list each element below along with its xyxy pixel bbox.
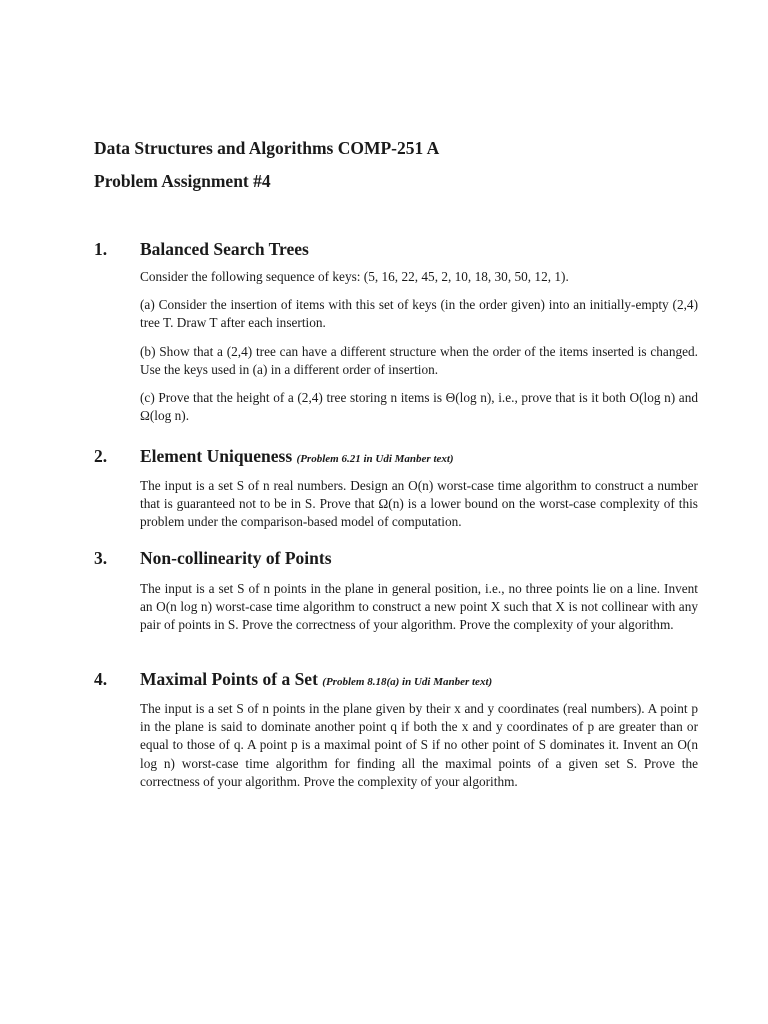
problem-title [140, 668, 492, 693]
problem-paragraph: Consider the following sequence of keys: (5, 16, 22, 45, 2, 10, 18, 30, 50, 12, 1). [140, 269, 569, 284]
problem-source-note: (Problem 6.21 in Udi Manber text) [296, 453, 454, 465]
problem-body [140, 477, 698, 532]
problem-paragraph: The input is a set S of n real numbers. Design an O(n) worst-case time algorithm to construct a number that is guaranteed not to be in S. Prove that Ω(n) is a lower bound on the worst-case complexity of this problem under the comparison-based model of computation. [140, 478, 698, 530]
problem-2 [94, 445, 704, 532]
problem-paragraph: (a) Consider the insertion of items with this set of keys (in the order given) into an initially-empty (2,4) tree T. Draw T after each insertion. [140, 297, 698, 331]
problem-title: Non-collinearity of Points [140, 548, 332, 568]
problem-body [140, 580, 698, 635]
problem-paragraph: (c) Prove that the height of a (2,4) tree storing n items is Θ(log n), i.e., prove that is it both O(log n) and Ω(log n). [140, 390, 698, 424]
problem-title: Balanced Search Trees [140, 239, 309, 259]
problem-title-text: Maximal Points of a Set [140, 669, 318, 689]
course-title: Data Structures and Algorithms COMP-251 A [94, 138, 440, 158]
problem-paragraph: (b) Show that a (2,4) tree can have a different structure when the order of the items inserted is changed. Use the keys used in (a) in a different order of insertion. [140, 343, 698, 377]
problem-number: 4. [94, 669, 108, 689]
problem-source-note: (Problem 8.18(a) in Udi Manber text) [322, 676, 493, 688]
problem-paragraph: The input is a set S of n points in the plane given by their x and y coordinates (real numbers). A point p in the plane is said to dominate another point q if both the x and y coordinates of p are greater than or equal to those of q. A point p is a maximal point of S if no other point of S dominates it. Invent an O(n log n) worst-case time algorithm for finding all the maximal points of a given set S. Prove the correctness of your algorithm. Prove the complexity of your algorithm. [140, 701, 698, 789]
problem-number: 3. [94, 548, 108, 568]
problem-body [140, 700, 698, 791]
problem-body [140, 268, 698, 425]
assignment-title: Problem Assignment #4 [94, 171, 271, 191]
problem-heading [94, 238, 704, 262]
problem-number: 2. [94, 446, 108, 466]
problem-1 [94, 238, 704, 425]
problem-heading [94, 547, 704, 571]
problem-title [140, 445, 454, 470]
problem-paragraph: The input is a set S of n points in the plane in general position, i.e., no three points lie on a line. Invent an O(n log n) worst-case time algorithm to construct a new point X such that X is not collinear with any pair of points in S. Prove the correctness of your algorithm. Prove the complexity of your algorithm. [140, 581, 698, 633]
problem-number: 1. [94, 239, 108, 259]
problem-heading [94, 668, 704, 692]
problem-3 [94, 547, 704, 635]
problem-4 [94, 668, 704, 791]
problem-heading [94, 445, 704, 469]
problem-title-text: Element Uniqueness [140, 446, 293, 466]
